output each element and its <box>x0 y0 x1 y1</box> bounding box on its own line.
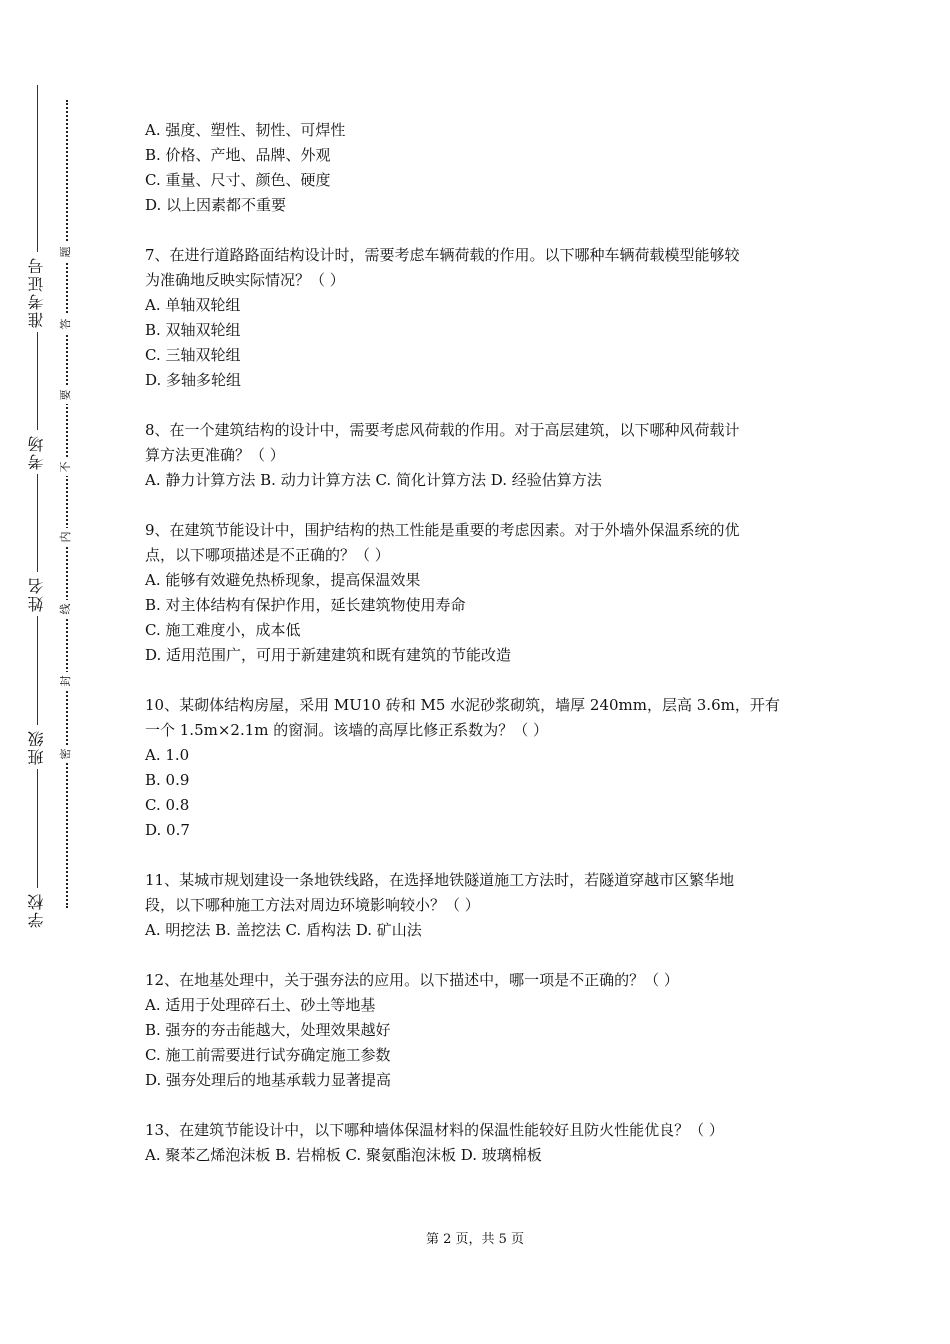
option: A. 单轴双轮组 <box>145 296 241 314</box>
seal-char: 线 <box>57 600 75 618</box>
school-label: 学校 <box>24 888 50 932</box>
question-13 <box>145 1118 825 1168</box>
exam-number-label: 准考证号 <box>24 252 50 332</box>
question-stem: 一个 1.5m×2.1m 的窗洞。该墙的高厚比修正系数为？（ ） <box>145 721 549 739</box>
option: C. 施工难度小，成本低 <box>145 621 301 639</box>
seal-char: 题 <box>57 243 75 261</box>
question-list <box>145 118 825 1168</box>
question-block-6-options <box>145 118 825 218</box>
seal-char: 封 <box>57 672 75 690</box>
option: B. 对主体结构有保护作用，延长建筑物使用寿命 <box>145 596 466 614</box>
option: C. 施工前需要进行试夯确定施工参数 <box>145 1046 391 1064</box>
option: A. 静力计算方法 B. 动力计算方法 C. 简化计算方法 D. 经验估算方法 <box>145 471 602 489</box>
exam-room-label: 考场 <box>24 430 50 474</box>
binding-margin <box>0 0 110 1344</box>
option: D. 以上因素都不重要 <box>145 196 287 214</box>
class-label: 班级 <box>24 725 50 769</box>
question-stem: 7、在进行道路路面结构设计时，需要考虑车辆荷载的作用。以下哪种车辆荷载模型能够较 <box>145 246 740 264</box>
question-stem: 11、某城市规划建设一条地铁线路，在选择地铁隧道施工方法时，若隧道穿越市区繁华地 <box>145 871 735 889</box>
question-stem: 9、在建筑节能设计中，围护结构的热工性能是重要的考虑因素。对于外墙外保温系统的优 <box>145 521 740 539</box>
question-stem: 12、在地基处理中，关于强夯法的应用。以下描述中，哪一项是不正确的？（ ） <box>145 971 679 989</box>
seal-char: 密 <box>57 745 75 763</box>
option: D. 适用范围广，可用于新建建筑和既有建筑的节能改造 <box>145 646 512 664</box>
option: A. 聚苯乙烯泡沫板 B. 岩棉板 C. 聚氨酯泡沫板 D. 玻璃棉板 <box>145 1146 542 1164</box>
question-10 <box>145 693 825 843</box>
option: C. 0.8 <box>145 796 190 814</box>
option: A. 1.0 <box>145 746 190 764</box>
question-7 <box>145 243 825 393</box>
seal-char: 不 <box>57 458 75 476</box>
option: D. 强夯处理后的地基承载力显著提高 <box>145 1071 392 1089</box>
question-stem: 段，以下哪种施工方法对周边环境影响较小？（ ） <box>145 896 480 914</box>
option: C. 三轴双轮组 <box>145 346 241 364</box>
name-label: 姓名 <box>24 572 50 616</box>
seal-char: 要 <box>57 386 75 404</box>
option: B. 强夯的夯击能越大，处理效果越好 <box>145 1021 391 1039</box>
seal-char: 内 <box>57 528 75 546</box>
binding-line <box>37 85 38 930</box>
option: B. 0.9 <box>145 771 190 789</box>
option: B. 价格、产地、品牌、外观 <box>145 146 331 164</box>
question-stem: 10、某砌体结构房屋，采用 MU10 砖和 M5 水泥砂浆砌筑，墙厚 240mm，层高 3.6m，开有 <box>145 696 780 714</box>
option: A. 强度、塑性、韧性、可焊性 <box>145 121 346 139</box>
option: C. 重量、尺寸、颜色、硬度 <box>145 171 331 189</box>
option: A. 明挖法 B. 盖挖法 C. 盾构法 D. 矿山法 <box>145 921 422 939</box>
seal-char: 答 <box>57 315 75 333</box>
option: D. 多轴多轮组 <box>145 371 242 389</box>
option: A. 适用于处理碎石土、砂土等地基 <box>145 996 376 1014</box>
question-stem: 点，以下哪项描述是不正确的？（ ） <box>145 546 390 564</box>
option: A. 能够有效避免热桥现象，提高保温效果 <box>145 571 421 589</box>
seal-dotted-line <box>66 100 68 908</box>
question-8 <box>145 418 825 493</box>
question-9 <box>145 518 825 668</box>
question-stem: 为准确地反映实际情况？（ ） <box>145 271 345 289</box>
question-stem: 8、在一个建筑结构的设计中，需要考虑风荷载的作用。对于高层建筑，以下哪种风荷载计 <box>145 421 740 439</box>
question-11 <box>145 868 825 943</box>
option: B. 双轴双轮组 <box>145 321 241 339</box>
question-stem: 算方法更准确？（ ） <box>145 446 285 464</box>
option: D. 0.7 <box>145 821 190 839</box>
question-12 <box>145 968 825 1093</box>
question-stem: 13、在建筑节能设计中，以下哪种墙体保温材料的保温性能较好且防火性能优良？（ ） <box>145 1121 724 1139</box>
page-number: 第 2 页，共 5 页 <box>425 1232 525 1247</box>
